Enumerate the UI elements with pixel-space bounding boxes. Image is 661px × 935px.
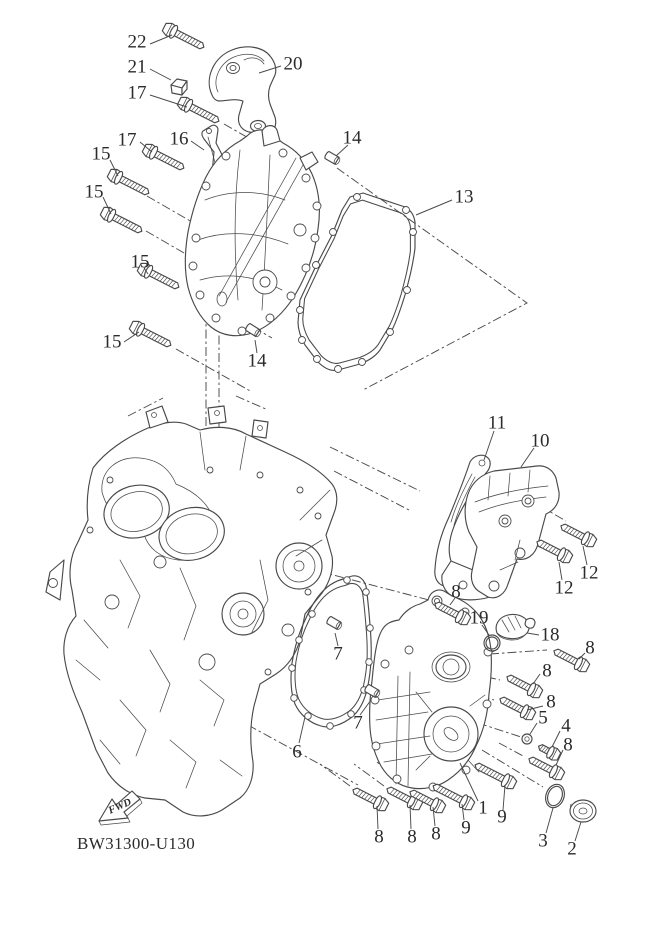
callout-leader-5	[530, 723, 537, 734]
callout-leader-6	[299, 717, 305, 743]
o-ring-3	[542, 782, 567, 811]
callout-label-8: 8	[542, 660, 552, 682]
callout-leader-21	[150, 69, 171, 80]
bolt-8c	[497, 693, 537, 723]
blind-plug-cap	[570, 800, 596, 822]
callout-label-8: 8	[546, 691, 556, 713]
callout-leader-4	[552, 731, 560, 747]
bolt-4	[536, 740, 562, 762]
callout-leader-22	[150, 35, 172, 44]
part-code: BW31300-U130	[77, 834, 196, 853]
callout-label-12: 12	[579, 562, 599, 584]
callout-leader-13	[416, 200, 452, 215]
sprocket-cover	[465, 466, 559, 598]
fwd-arrow	[99, 791, 142, 825]
callout-label-15: 15	[84, 181, 104, 203]
callout-label-8: 8	[451, 581, 461, 603]
callout-label-18: 18	[540, 624, 560, 646]
callout-leader-8	[533, 674, 540, 684]
cube-nut	[171, 79, 187, 95]
callout-label-22: 22	[127, 31, 147, 53]
callout-label-6: 6	[292, 741, 302, 763]
bolt-15b	[99, 205, 145, 238]
callout-label-20: 20	[283, 53, 303, 75]
bolt-8e	[350, 784, 390, 814]
callout-label-15: 15	[102, 331, 122, 353]
fwd-label: FWD	[106, 796, 134, 817]
callout-label-4: 4	[561, 715, 571, 737]
bolt-12a	[558, 520, 598, 550]
callout-label-15: 15	[91, 143, 111, 165]
callout-label-9: 9	[497, 806, 507, 828]
callout-label-7: 7	[353, 712, 363, 734]
callout-label-14: 14	[342, 127, 362, 149]
callout-label-8: 8	[431, 823, 441, 845]
callout-label-3: 3	[538, 830, 548, 852]
callout-label-15: 15	[130, 251, 150, 273]
callout-label-10: 10	[530, 430, 550, 452]
callout-label-8: 8	[585, 637, 595, 659]
callout-label-9: 9	[461, 817, 471, 839]
crankcase-cover-2	[185, 126, 321, 336]
dowel-pin-7a	[326, 616, 343, 630]
callout-label-8: 8	[563, 734, 573, 756]
oil-filler-cap	[496, 614, 535, 639]
callout-label-8: 8	[374, 826, 384, 848]
callout-label-7: 7	[333, 643, 343, 665]
callout-label-21: 21	[127, 56, 147, 78]
callout-leader-18	[527, 633, 539, 635]
callout-label-14: 14	[247, 350, 267, 372]
callout-leader-15	[124, 332, 139, 342]
callout-label-8: 8	[407, 826, 417, 848]
callout-label-17: 17	[117, 129, 137, 151]
washer-5	[522, 734, 532, 744]
o-ring-19	[484, 635, 500, 651]
callout-label-11: 11	[487, 412, 507, 434]
callout-leader-3	[546, 808, 553, 833]
callout-label-12: 12	[554, 577, 574, 599]
callout-leader-16	[191, 141, 204, 150]
callout-label-5: 5	[538, 707, 548, 729]
callout-label-17: 17	[127, 82, 147, 104]
callout-label-16: 16	[169, 128, 189, 150]
bolt-8b	[504, 671, 544, 701]
callout-label-13: 13	[454, 186, 474, 208]
callout-label-1: 1	[478, 797, 488, 819]
callout-label-2: 2	[567, 838, 577, 860]
bolt-9b	[472, 759, 518, 792]
callout-label-19: 19	[469, 607, 489, 629]
bolt-15a	[106, 167, 152, 200]
bolt-12b	[534, 536, 574, 566]
callout-leader-11	[484, 431, 494, 460]
